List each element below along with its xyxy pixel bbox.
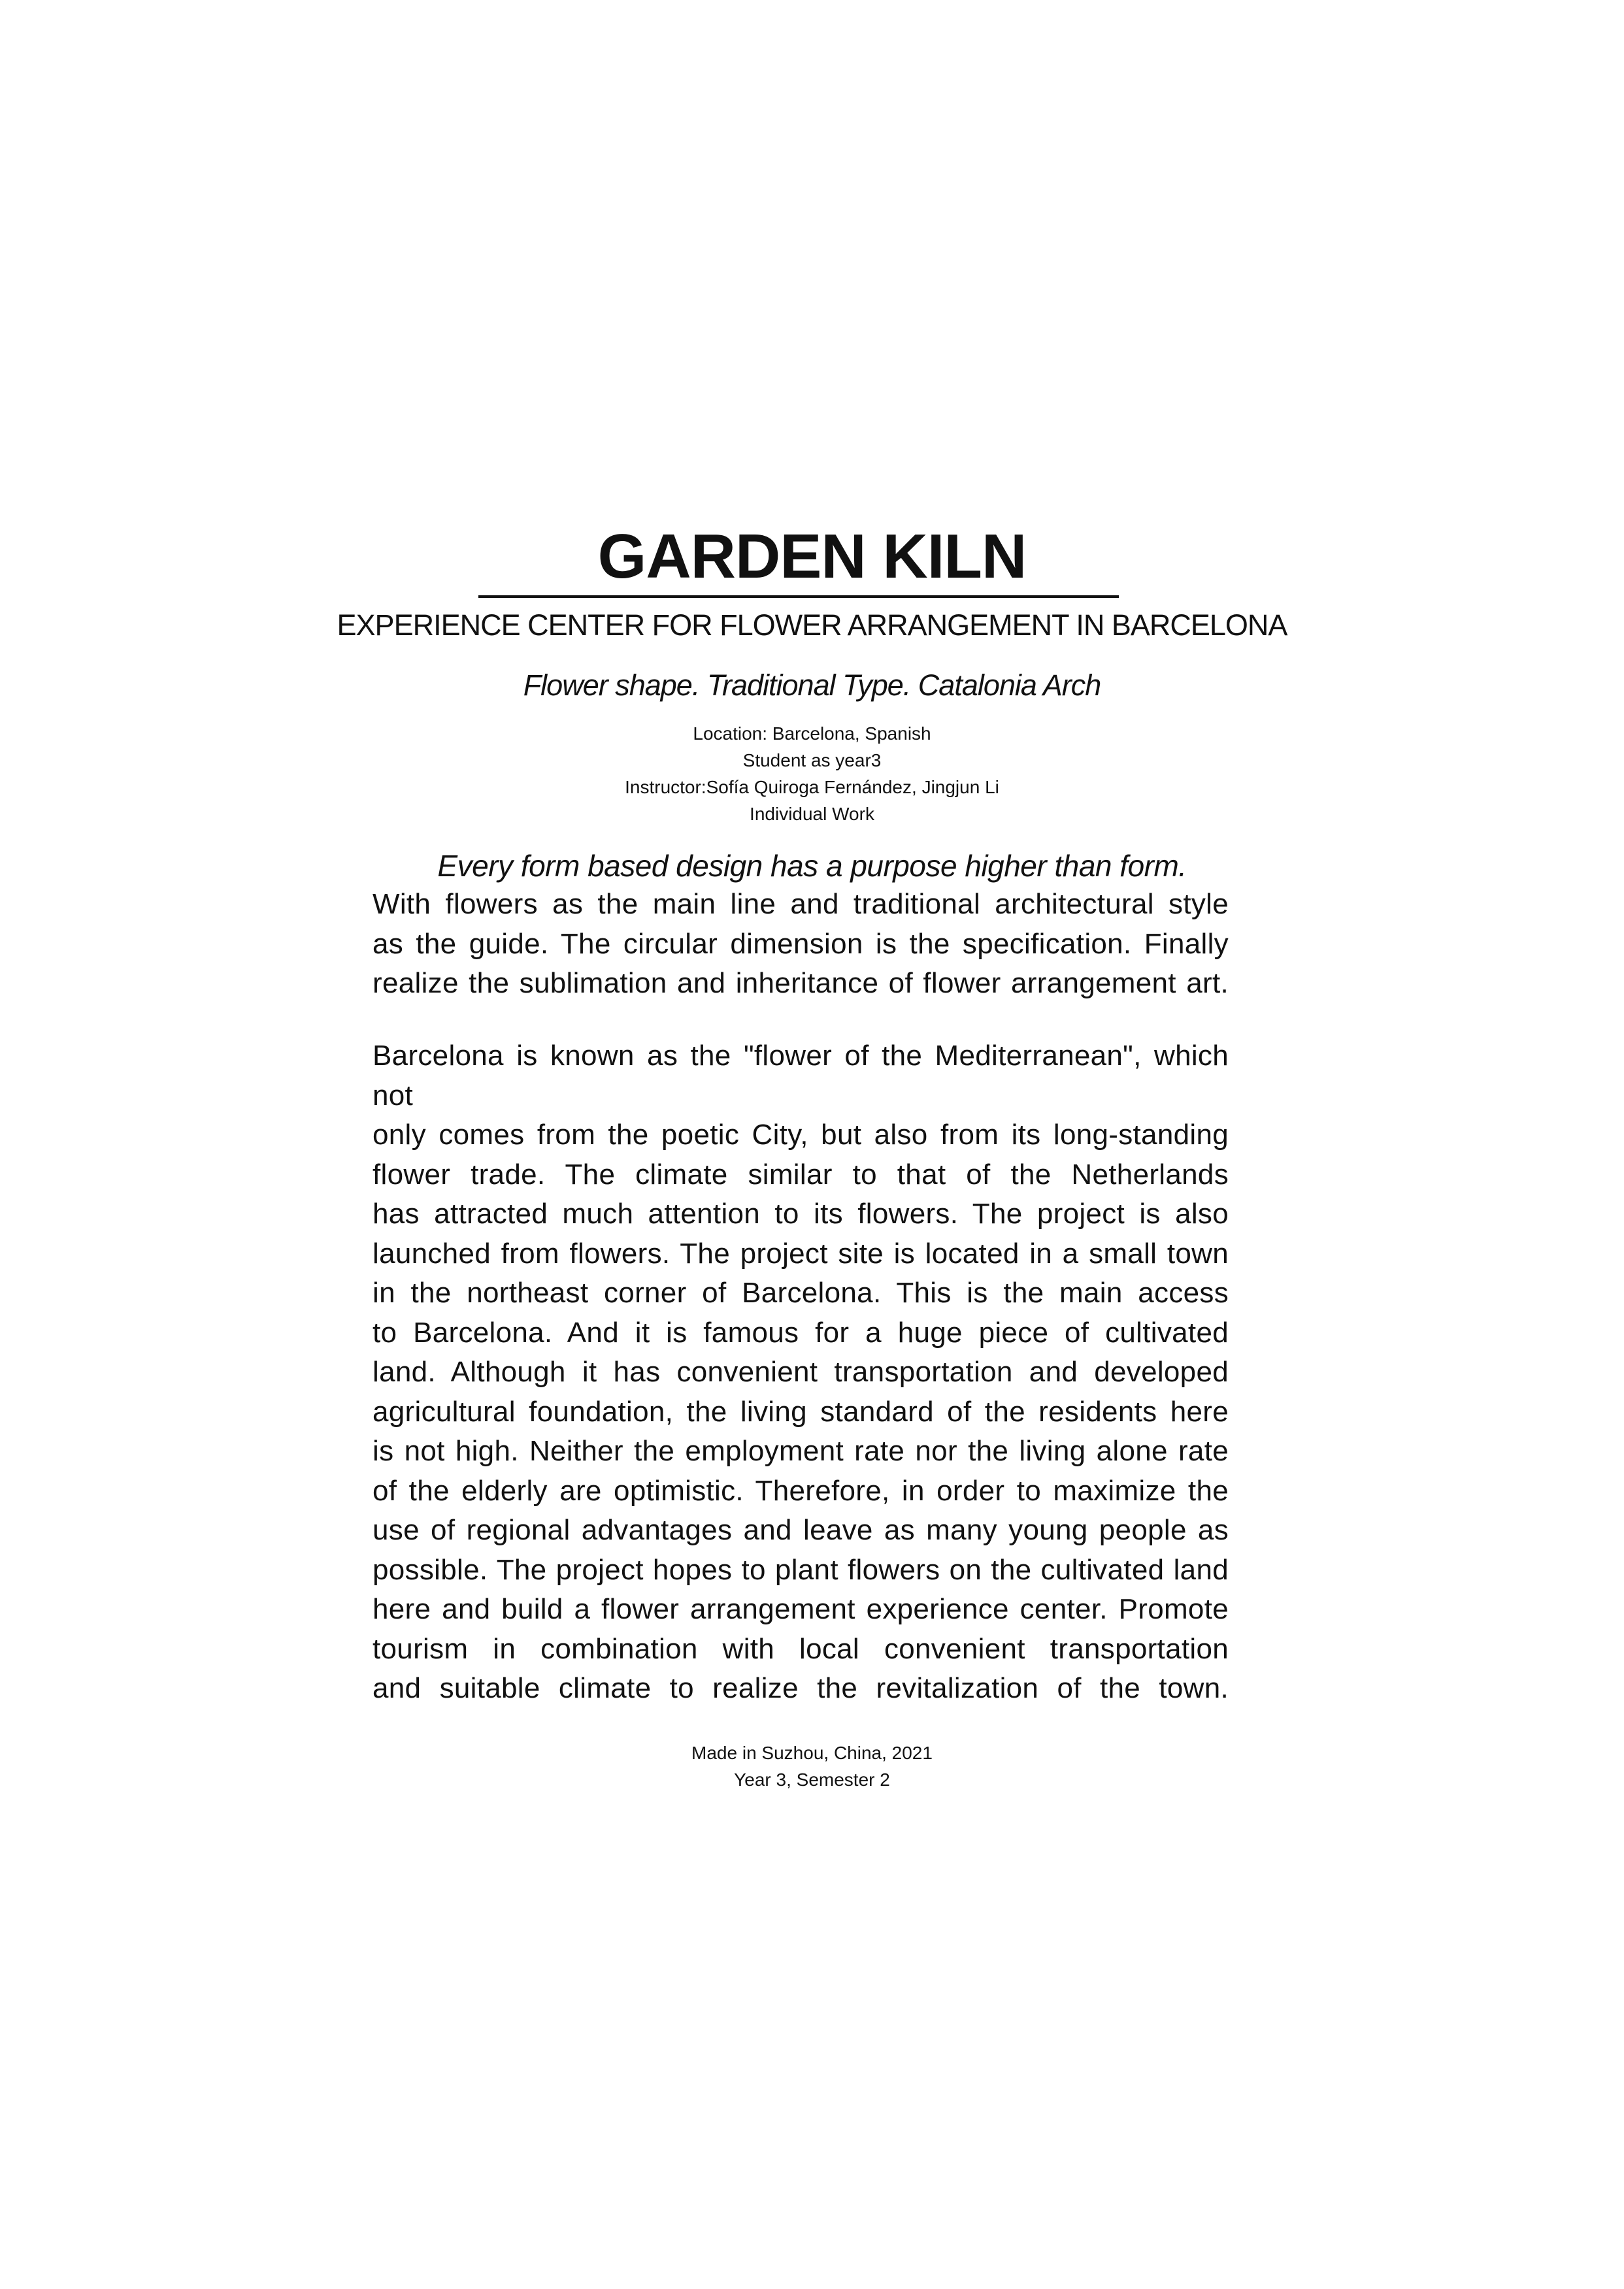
- title-underline: [478, 595, 1119, 598]
- document-subtitle: EXPERIENCE CENTER FOR FLOWER ARRANGEMENT IN BARCELONA: [337, 608, 1287, 642]
- description-line: of the elderly are optimistic. Therefore, in order to maximize the: [373, 1474, 1229, 1507]
- intro-line: With flowers as the main line and traditional architectural style: [373, 888, 1229, 920]
- description-line: in the northeast corner of Barcelona. This is the main access: [373, 1277, 1229, 1309]
- description-line: and suitable climate to realize the revitalization of the town.: [373, 1672, 1229, 1704]
- description-line: land. Although it has convenient transportation and developed: [373, 1356, 1229, 1388]
- intro-line: as the guide. The circular dimension is the specification. Finally: [373, 927, 1229, 960]
- footer-term: Year 3, Semester 2: [734, 1770, 890, 1790]
- description-line: has attracted much attention to its flowers. The project is also: [373, 1198, 1229, 1230]
- intro-paragraph: [373, 885, 1229, 1004]
- description-line: agricultural foundation, the living standard of the residents here: [373, 1395, 1229, 1428]
- document-tagline: Flower shape. Traditional Type. Catalonia Arch: [523, 668, 1101, 702]
- description-line: Barcelona is known as the "flower of the Mediterranean", which not: [373, 1040, 1229, 1112]
- meta-work-type: Individual Work: [750, 804, 874, 824]
- description-line: to Barcelona. And it is famous for a huge piece of cultivated: [373, 1316, 1229, 1349]
- design-quote: Every form based design has a purpose higher than form.: [437, 849, 1187, 883]
- description-line: flower trade. The climate similar to that of the Netherlands: [373, 1158, 1229, 1191]
- description-line: tourism in combination with local convenient transportation: [373, 1632, 1229, 1665]
- document-title: GARDEN KILN: [597, 521, 1027, 591]
- description-line: is not high. Neither the employment rate nor the living alone rate: [373, 1435, 1229, 1467]
- description-line: use of regional advantages and leave as many young people as: [373, 1514, 1229, 1546]
- footer-made-in: Made in Suzhou, China, 2021: [691, 1743, 933, 1763]
- description-line: here and build a flower arrangement experience center. Promote: [373, 1593, 1229, 1625]
- document-footer: [0, 1739, 1624, 1793]
- intro-line: realize the sublimation and inheritance of flower arrangement art.: [373, 967, 1229, 999]
- project-meta: [0, 720, 1624, 827]
- meta-location: Location: Barcelona, Spanish: [693, 723, 931, 744]
- description-line: possible. The project hopes to plant flowers on the cultivated land: [373, 1553, 1229, 1586]
- meta-student: Student as year3: [742, 750, 882, 770]
- description-line: launched from flowers. The project site is located in a small town: [373, 1237, 1229, 1270]
- description-paragraph: [373, 1036, 1229, 1709]
- meta-instructor: Instructor:Sofía Quiroga Fernández, Jingjun Li: [625, 777, 999, 797]
- description-line: only comes from the poetic City, but also from its long-standing: [373, 1119, 1229, 1151]
